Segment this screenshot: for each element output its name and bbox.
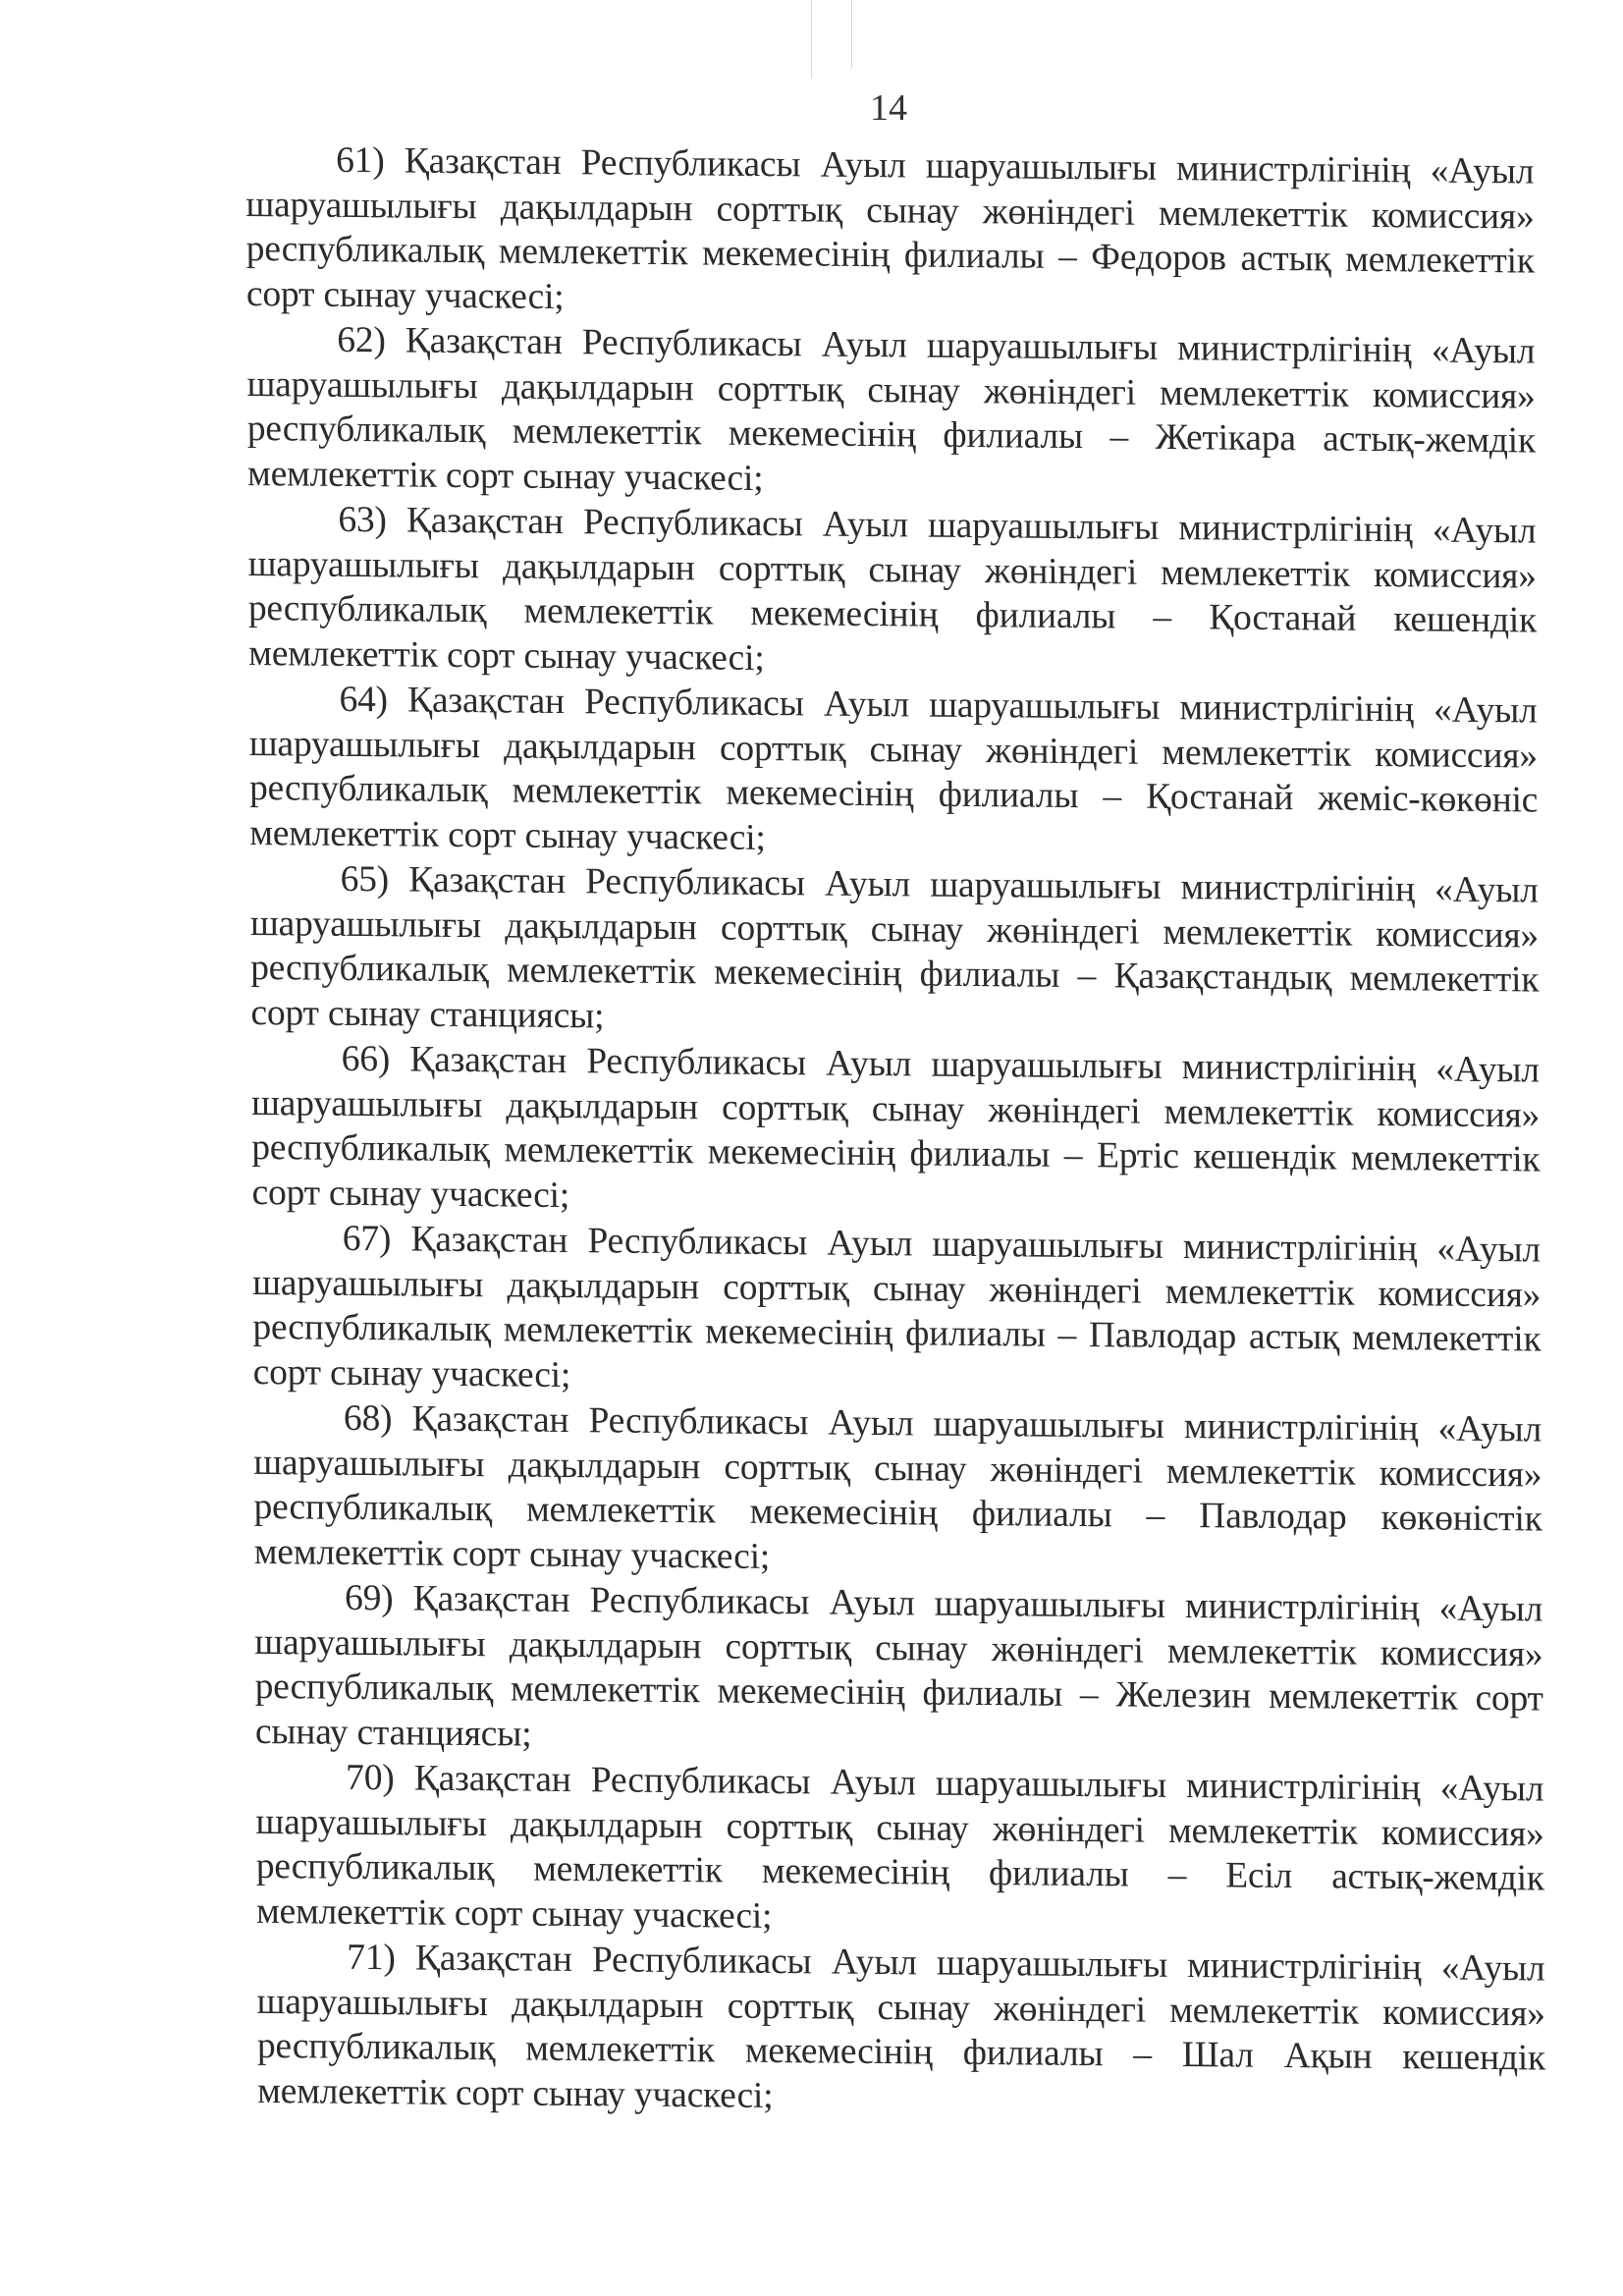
item-number: 70) bbox=[346, 1757, 395, 1799]
item-number: 61) bbox=[336, 139, 385, 182]
scan-artifact bbox=[851, 0, 852, 69]
list-item bbox=[248, 677, 1538, 868]
list-item bbox=[255, 1755, 1544, 1946]
list-item bbox=[256, 1935, 1545, 2126]
scan-artifact bbox=[811, 0, 812, 79]
item-number: 63) bbox=[338, 499, 387, 541]
list-item bbox=[249, 856, 1539, 1048]
page-number: 14 bbox=[870, 87, 907, 129]
item-number: 68) bbox=[343, 1397, 393, 1440]
list-item bbox=[247, 497, 1537, 688]
item-text: Қазақстан Республикасы Ауыл шаруашылығы министрлігінің «Ауыл шаруашылығы дақылдарын сорттық сынау жөніндегі мемлекеттік комиссия» республикалық мемлекеттік мекемесінің филиалы – Павлодар көкөністік мемлекеттік сорт сынау учаскесі; bbox=[253, 1398, 1542, 1577]
list-item bbox=[253, 1395, 1542, 1587]
item-text: Қазақстан Республикасы Ауыл шаруашылығы министрлігінің «Ауыл шаруашылығы дақылдарын сорттық сынау жөніндегі мемлекеттік комиссия» республикалық мемлекеттік мекемесінің филиалы – Шал Ақын кешендік мемлекеттік сорт сынау учаскесі; bbox=[256, 1938, 1546, 2116]
document-body bbox=[245, 137, 1545, 2127]
list-item bbox=[251, 1036, 1541, 1228]
item-number: 71) bbox=[347, 1937, 396, 1979]
item-number: 65) bbox=[340, 858, 390, 901]
item-text: Қазақстан Республикасы Ауыл шаруашылығы министрлігінің «Ауыл шаруашылығы дақылдарын сорттық сынау жөніндегі мемлекеттік комиссия» республикалық мемлекеттік мекемесінің филиалы – Қостанай жеміс-көкөніс мемлекеттік сорт сынау учаскесі; bbox=[248, 680, 1539, 858]
item-text: Қазақстан Республикасы Ауыл шаруашылығы министрлігінің «Ауыл шаруашылығы дақылдарын сорттық сынау жөніндегі мемлекеттік комиссия» республикалық мемлекеттік мекемесінің филиалы – Есіл астық-жемдік мемлекеттік сорт сынау учаскесі; bbox=[255, 1758, 1545, 1937]
item-text: Қазақстан Республикасы Ауыл шаруашылығы министрлігінің «Ауыл шаруашылығы дақылдарын сорттық сынау жөніндегі мемлекеттік комиссия» республикалық мемлекеттік мекемесінің филиалы – Железин мемлекеттік сорт сынау станциясы; bbox=[254, 1578, 1543, 1755]
item-text: Қазақстан Республикасы Ауыл шаруашылығы министрлігінің «Ауыл шаруашылығы дақылдарын сорттық сынау жөніндегі мемлекеттік комиссия» республикалық мемлекеттік мекемесінің филиалы – Федоров астық мемлекеттік сорт сынау учаскесі; bbox=[245, 140, 1535, 317]
item-text: Қазақстан Республикасы Ауыл шаруашылығы министрлігінің «Ауыл шаруашылығы дақылдарын сорттық сынау жөніндегі мемлекеттік комиссия» республикалық мемлекеттік мекемесінің филиалы – Жетікара астық-жемдік мемлекеттік сорт сынау учаскесі; bbox=[246, 320, 1537, 499]
list-item bbox=[252, 1216, 1542, 1407]
item-number: 64) bbox=[339, 679, 389, 721]
list-item bbox=[254, 1575, 1543, 1767]
list-item bbox=[246, 317, 1536, 509]
item-text: Қазақстан Республикасы Ауыл шаруашылығы министрлігінің «Ауыл шаруашылығы дақылдарын сорттық сынау жөніндегі мемлекеттік комиссия» республикалық мемлекеттік мекемесінің филиалы – Ертіс кешендік мемлекеттік сорт сынау учаскесі; bbox=[250, 1039, 1541, 1216]
list-item bbox=[245, 137, 1535, 329]
item-number: 69) bbox=[344, 1577, 394, 1619]
item-text: Қазақстан Республикасы Ауыл шаруашылығы министрлігінің «Ауыл шаруашылығы дақылдарын сорттық сынау жөніндегі мемлекеттік комиссия» республикалық мемлекеттік мекемесінің филиалы – Павлодар астық мемлекеттік сорт сынау учаскесі; bbox=[251, 1219, 1542, 1395]
item-text: Қазақстан Республикасы Ауыл шаруашылығы министрлігінің «Ауыл шаруашылығы дақылдарын сорттық сынау жөніндегі мемлекеттік комиссия» республикалық мемлекеттік мекемесінің филиалы – Қостанай кешендік мемлекеттік сорт сынау учаскесі; bbox=[247, 500, 1538, 679]
item-number: 62) bbox=[337, 319, 386, 361]
item-number: 66) bbox=[341, 1038, 391, 1080]
item-number: 67) bbox=[342, 1218, 392, 1260]
item-text: Қазақстан Республикасы Ауыл шаруашылығы министрлігінің «Ауыл шаруашылығы дақылдарын сорттық сынау жөніндегі мемлекеттік комиссия» республикалық мемлекеттік мекемесінің филиалы – Қазақстандық мемлекеттік сорт сынау станциясы; bbox=[249, 859, 1540, 1036]
